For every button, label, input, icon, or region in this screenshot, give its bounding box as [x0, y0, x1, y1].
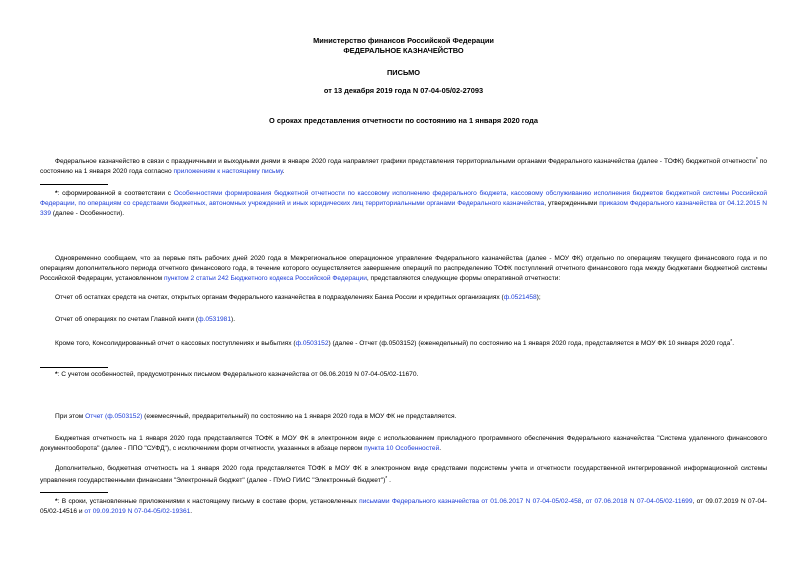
link-letter-09-09-2019[interactable]: от 09.09.2019 N 07-04-05/02-19361 [84, 508, 191, 515]
paragraph-5-text-b: ) (далее - Отчет (ф.0503152) (еженедельный) по состоянию на 1 января 2020 года, представляется в МОУ ФК 10 января 2020 года [328, 340, 731, 347]
footnote-2-text: : С учетом особенностей, предусмотренных письмом Федерального казначейства от 06.06.2019 N 07-04-05/02-11670. [57, 371, 419, 378]
paragraph-5-text-c: . [732, 340, 735, 347]
link-letter-07-06-2018[interactable]: от 07.06.2018 N 07-04-05/02-11699 [585, 498, 693, 505]
link-letter-01-06-2017[interactable]: письмами Федерального казначейства от 01.06.2017 N 07-04-05/02-458 [359, 498, 582, 505]
footnote-3-tail: . [190, 508, 193, 515]
footnote-3-sep1: , [581, 498, 586, 505]
footnote-1-tail: (далее - Особенности). [51, 210, 125, 217]
footnote-mark-2: * [730, 339, 733, 345]
footnote-2-marker: * [55, 371, 58, 378]
footnote-3-lead: : В сроки, установленные приложениями к настоящему письму в составе форм, установленных [57, 498, 357, 505]
paragraph-2 [40, 254, 767, 284]
paragraph-2-text-b: , представляются следующие формы оперативной отчетности: [366, 275, 561, 282]
footnote-3-sep2: , от 09.07.2019 N 07-04-05/02-14516 и [40, 498, 767, 515]
paragraph-1-text-c: . [282, 168, 285, 175]
footnote-1 [40, 189, 767, 219]
link-form-0503152[interactable]: ф.0503152 [295, 340, 329, 347]
link-form-0531981[interactable]: ф.0531981 [198, 316, 232, 323]
paragraph-4-text-a: Отчет об операциях по счетам Главной книги ( [55, 316, 199, 323]
footnote-mark-3: * [385, 476, 388, 482]
paragraph-7-text-b: . [439, 445, 442, 452]
paragraph-6-text-a: При этом [55, 413, 86, 420]
paragraph-1-text-b: по состоянию на 1 января 2020 года согласно [40, 158, 767, 175]
link-point-10[interactable]: пункта 10 Особенностей [364, 445, 440, 452]
footnote-3 [40, 497, 767, 517]
agency-name: ФЕДЕРАЛЬНОЕ КАЗНАЧЕЙСТВО [343, 46, 464, 55]
link-form-0521458[interactable]: ф.0521458 [503, 294, 537, 301]
paragraph-6 [40, 412, 767, 422]
paragraph-3-text-a: Отчет об остатках средств на счетах, открытых органам Федерального казначейства в подразделениях Банка России и кредитных организациях ( [55, 294, 504, 301]
link-report-0503152[interactable]: Отчет (ф.0503152) [85, 413, 143, 420]
footnote-1-lead: : сформированной в соответствии с [57, 190, 174, 197]
paragraph-7-text-a: Бюджетная отчетность на 1 января 2020 года представляется ТОФК в МОУ ФК в электронном виде с использованием прикладного программного обеспечения Федерального казначейства "Система удаленного финансового документооборота" (далее - ППО "СУФД"), с исключением форм отчетности, указанных в абзаце первом [40, 435, 767, 452]
link-budget-code-art-242[interactable]: пунктом 2 статьи 242 Бюджетного кодекса Российской Федерации [164, 275, 367, 282]
footnote-1-mid: , утвержденными [544, 200, 600, 207]
footnote-divider-3 [40, 492, 108, 493]
link-appendices[interactable]: приложениям к настоящему письму [173, 168, 283, 175]
footnote-1-marker: * [55, 190, 58, 197]
paragraph-3 [40, 293, 767, 303]
ministry-name: Министерство финансов Российской Федерации [313, 36, 494, 45]
footnote-divider-1 [40, 184, 108, 185]
document-type: ПИСЬМО [387, 68, 420, 77]
paragraph-8-text-c: . [387, 477, 391, 484]
paragraph-4-text-b: ). [231, 316, 236, 323]
footnote-divider-2 [40, 367, 108, 368]
link-order-339[interactable]: приказом Федерального казначейства от 04.12.2015 N 339 [40, 200, 767, 217]
paragraph-4 [40, 315, 767, 325]
paragraph-1 [40, 155, 767, 177]
paragraph-2-text-a: Одновременно сообщаем, что за первые пять рабочих дней 2020 года в Межрегиональное операционное управление Федерального казначейства (далее - МОУ ФК) отдельно по операциям текущего финансового года и по операциям дополнительного периода отчетного финансового года, в течение которого осуществляется завершение операций по распределению ТОФК поступлений отчетного финансового года между бюджетами бюджетной системы Российской Федерации, установленном [40, 255, 767, 282]
footnote-3-marker: * [55, 498, 58, 505]
document-subject: О сроках представления отчетности по состоянию на 1 января 2020 года [269, 116, 538, 125]
link-osobennosti[interactable]: Особенностями формирования бюджетной отчетности по кассовому исполнению федерального бюджета, кассовому обслуживанию исполнения бюджетов бюджетной системы Российской Федерации, по операциям со средствами бюджетных, автономных учреждений и иных юридических лиц территориальными органами Федерального казначейства [40, 190, 768, 207]
paragraph-6-text-b: (ежемесячный, предварительный) по состоянию на 1 января 2020 года в МОУ ФК не представляется. [142, 413, 457, 420]
paragraph-5-text-a: Кроме того, Консолидированный отчет о кассовых поступлениях и выбытиях ( [55, 340, 296, 347]
paragraph-1-text-a: Федеральное казначейство в связи с праздничными и выходными днями в январе 2020 года направляет графики представления территориальными органами Федерального казначейства (далее - ТОФК) бюджетной отчетности [55, 158, 756, 165]
paragraph-5 [40, 337, 767, 349]
paragraph-8 [40, 464, 767, 486]
document-date-number: от 13 декабря 2019 года N 07-04-05/02-27093 [323, 86, 484, 95]
footnote-mark-1: * [755, 157, 758, 163]
footnote-2 [40, 370, 767, 380]
paragraph-3-text-b: ); [536, 294, 541, 301]
paragraph-7 [40, 434, 767, 454]
paragraph-8-text-a: Дополнительно, бюджетная отчетность на 1 января 2020 года представляется ТОФК в МОУ ФК в электронном виде средствами подсистемы учета и отчетности государственной интегрированной информационной системы управления государственными финансами "Электронный бюджет" (далее - ПУиО ГИИС "Электронный бюджет") [40, 465, 767, 484]
